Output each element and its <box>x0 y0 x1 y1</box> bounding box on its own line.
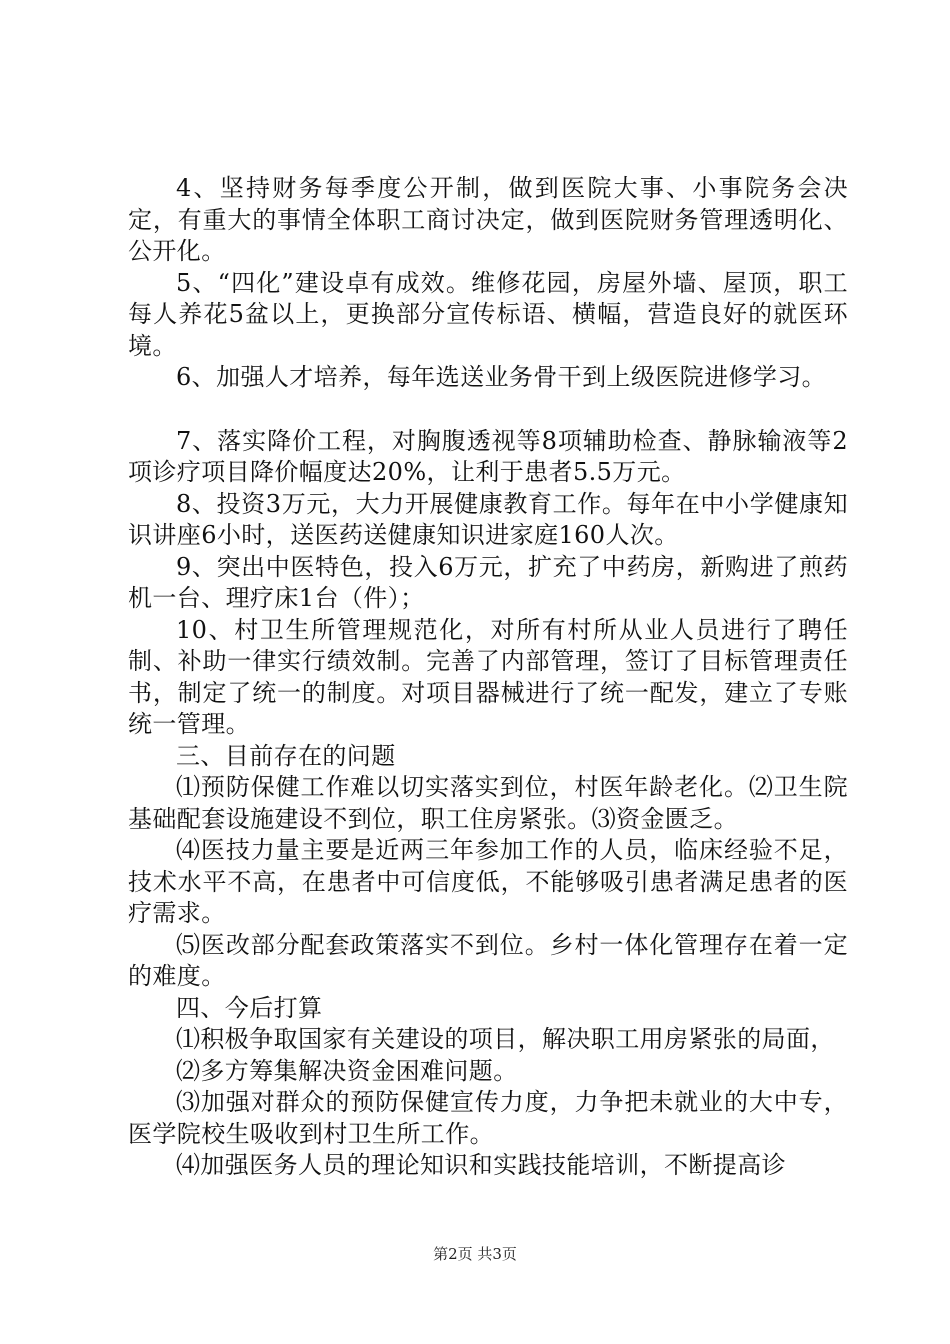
paragraph-item-5: 5、“四化”建设卓有成效。维修花园，房屋外墙、屋顶，职工每人养花5盆以上，更换部分宣传标语、横幅，营造良好的就医环境。 <box>128 268 848 360</box>
plan-item-4: ⑷加强医务人员的理论知识和实践技能培训，不断提高诊 <box>176 1151 786 1179</box>
paragraph-item-9: 9、突出中医特色，投入6万元，扩充了中药房，新购进了煎药机一台、理疗床1台（件）； <box>128 552 848 612</box>
plan-item-2: ⑵多方筹集解决资金困难问题。 <box>176 1056 518 1085</box>
problem-item-1-3: ⑴预防保健工作难以切实落实到位，村医年龄老化。⑵卫生院基础配套设施建设不到位，职工住房紧张。⑶资金匮乏。 <box>128 773 848 833</box>
paragraph-item-7: 7、落实降价工程，对胸腹透视等8项辅助检查、静脉输液等2项诊疗项目降价幅度达20%，让利于患者5.5万元。 <box>128 426 848 486</box>
section-heading-plans: 四、今后打算 <box>176 993 323 1022</box>
paragraph-item-4: 4、坚持财务每季度公开制，做到医院大事、小事院务会决定，有重大的事情全体职工商讨决定，做到医院财务管理透明化、公开化。 <box>128 174 848 265</box>
document-body <box>128 173 848 1182</box>
paragraph-item-8: 8、投资3万元，大力开展健康教育工作。每年在中小学健康知识讲座6小时，送医药送健康知识进家庭160人次。 <box>128 489 848 549</box>
plan-item-3: ⑶加强对群众的预防保健宣传力度，力争把未就业的大中专，医学院校生吸收到村卫生所工作。 <box>128 1088 848 1148</box>
paragraph-item-6: 6、加强人才培养，每年选送业务骨干到上级医院进修学习。 <box>176 363 827 391</box>
paragraph-item-10: 10、村卫生所管理规范化，对所有村所从业人员进行了聘任制、补助一律实行绩效制。完善了内部管理，签订了目标管理责任书，制定了统一的制度。对项目器械进行了统一配发，建立了专账统一管理。 <box>128 615 848 738</box>
problem-item-4: ⑷医技力量主要是近两三年参加工作的人员，临床经验不足，技术水平不高，在患者中可信度低，不能够吸引患者满足患者的医疗需求。 <box>128 836 848 927</box>
problem-item-5: ⑸医改部分配套政策落实不到位。乡村一体化管理存在着一定的难度。 <box>128 930 848 990</box>
section-heading-problems: 三、目前存在的问题 <box>176 741 396 770</box>
plan-item-1: ⑴积极争取国家有关建设的项目，解决职工用房紧张的局面， <box>176 1025 835 1053</box>
page-footer: 第2页 共3页 <box>433 1245 517 1263</box>
